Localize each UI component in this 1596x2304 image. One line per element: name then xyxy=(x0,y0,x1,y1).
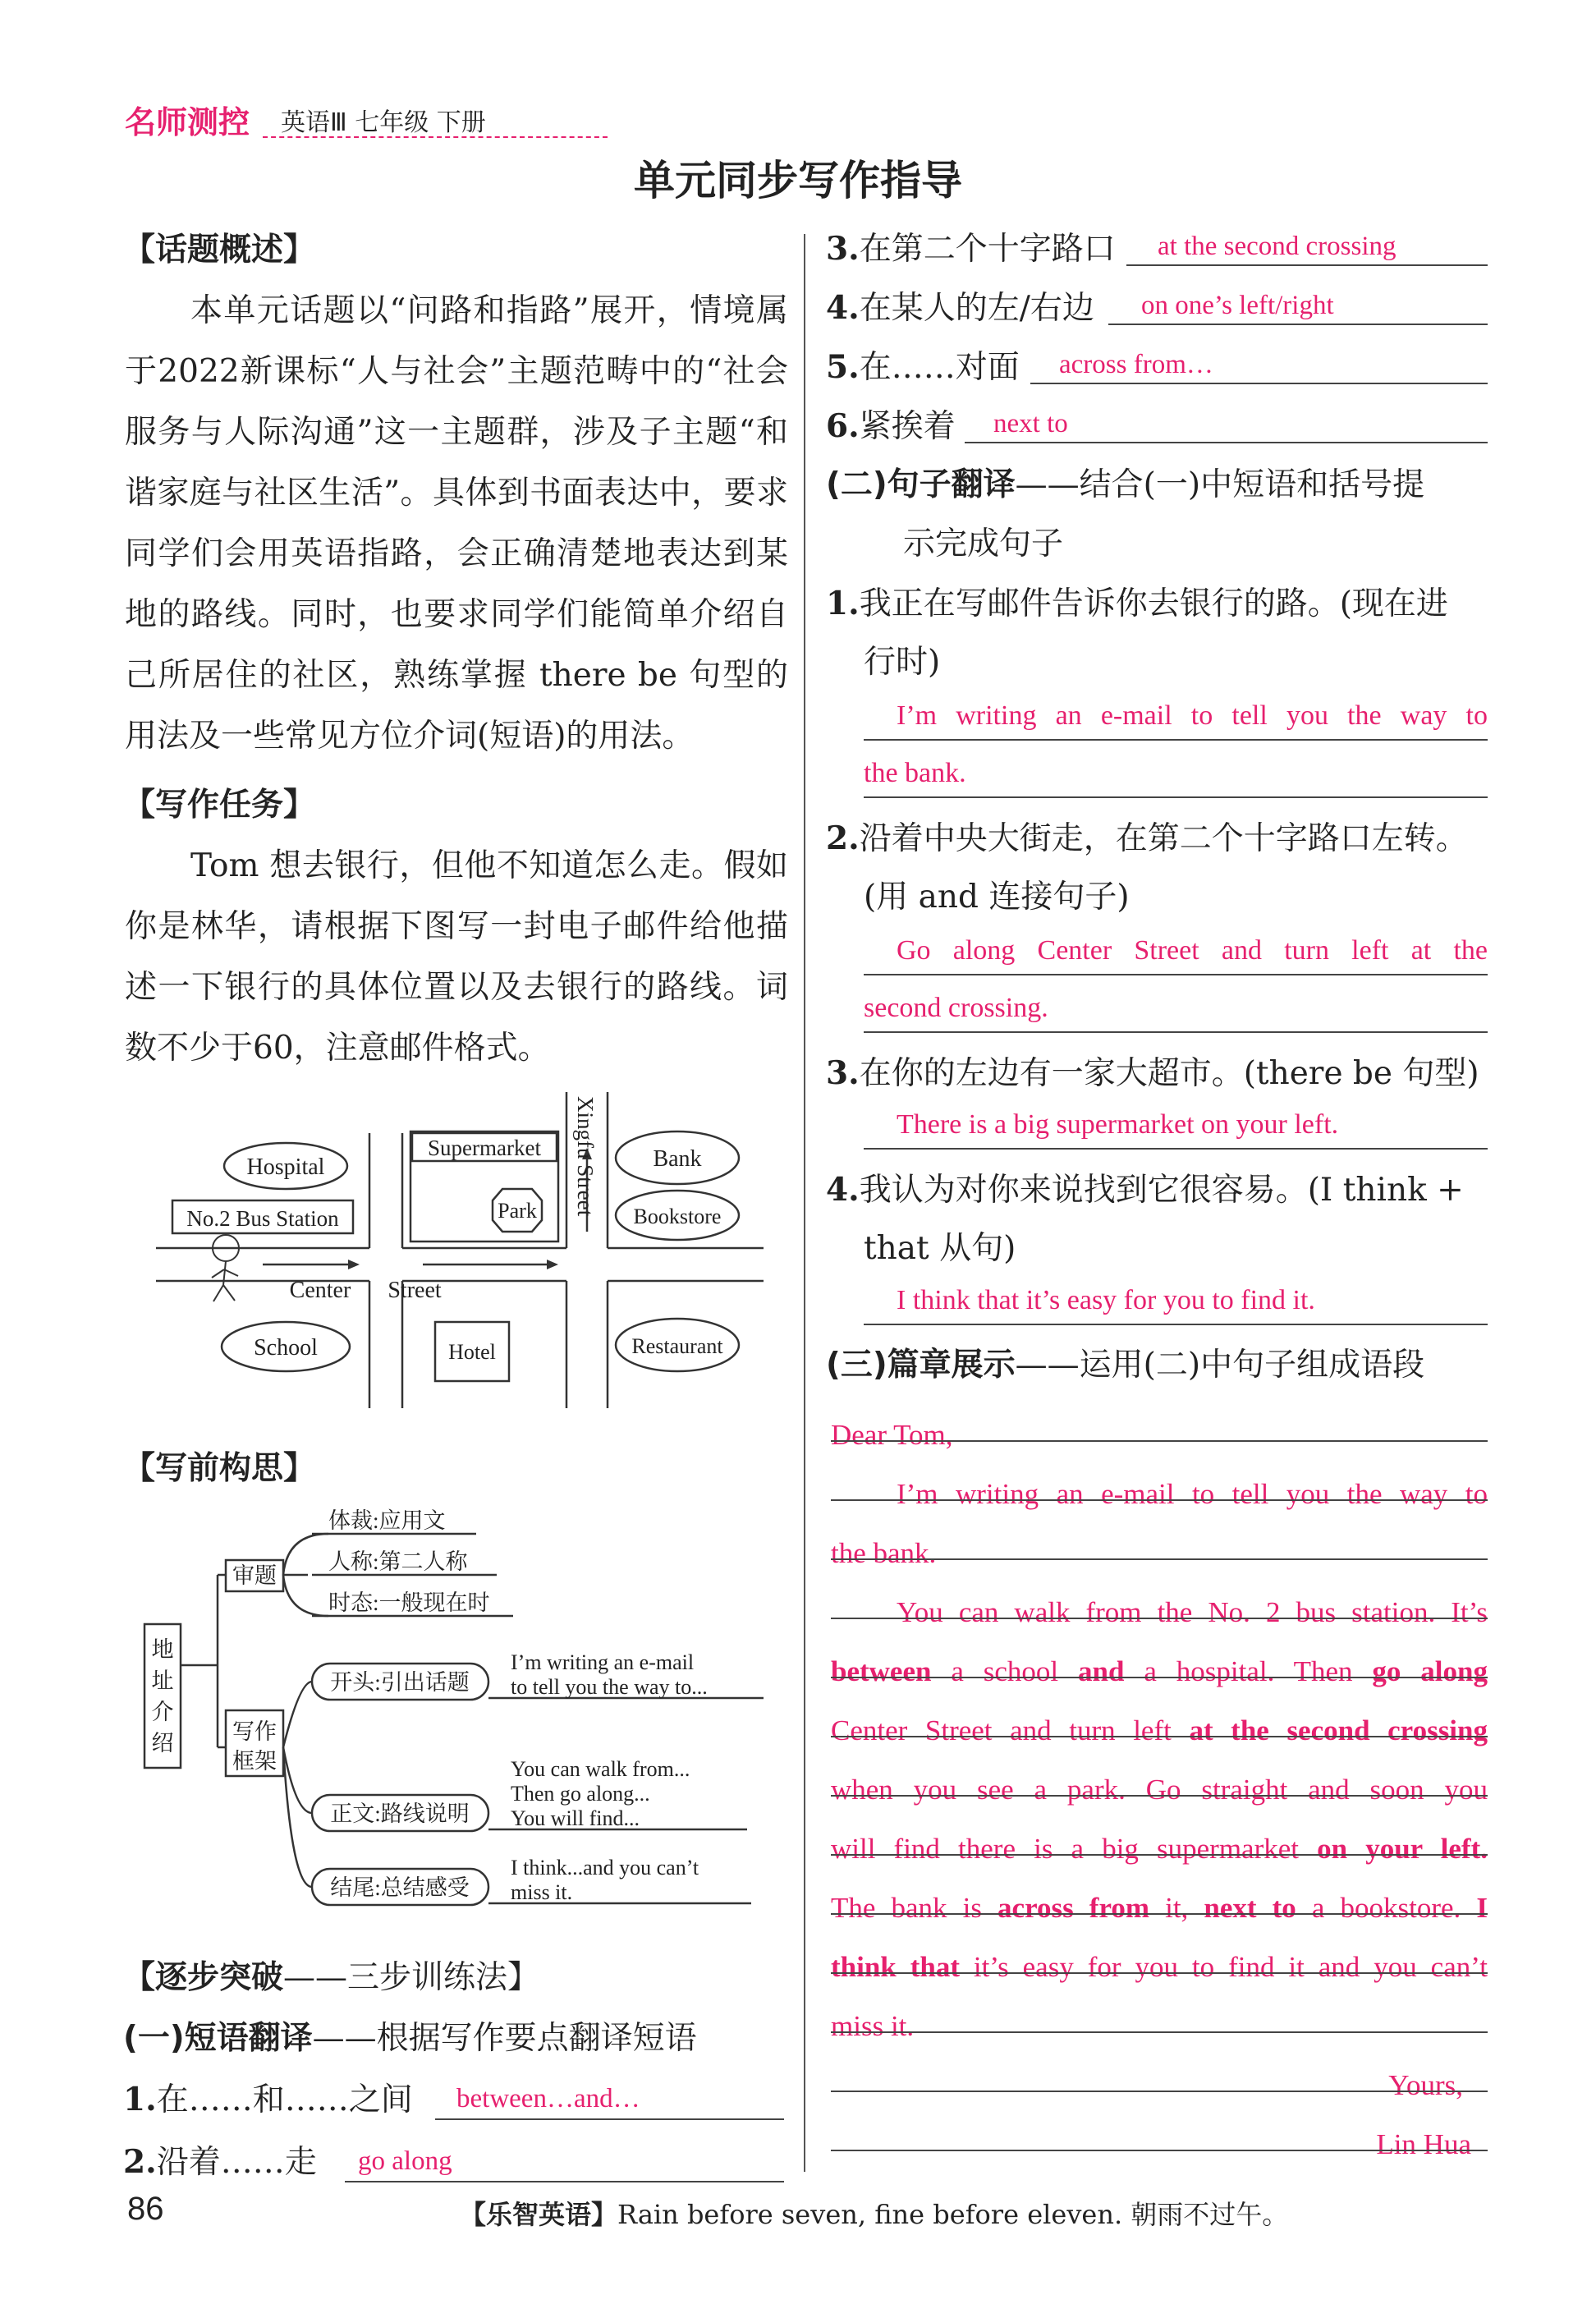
map-street-street: Street xyxy=(388,1278,442,1303)
mm-jiewei: 结尾:总结感受 xyxy=(330,1875,470,1900)
mm-root-4: 绍 xyxy=(151,1731,174,1756)
phrase-6: 6.紧挨着 xyxy=(826,407,956,445)
map-street-center: Center xyxy=(289,1278,351,1303)
footer-proverb: 【乐智英语】Rain before seven, fine before eleven. 朝雨不过午。 xyxy=(460,2199,1289,2230)
task-heading: 【写作任务】 xyxy=(123,787,316,824)
mm-shen: 审题 xyxy=(232,1563,277,1588)
phrase-5: 5.在……对面 xyxy=(826,348,1020,386)
book-subject: 英语Ⅲ 七年级 下册 xyxy=(281,108,486,137)
mm-kuangjia-2: 框架 xyxy=(232,1749,277,1774)
letter-line-6: when you see a park. Go straight and soon you xyxy=(831,1774,1488,1806)
sentence-4: 4.我认为对你来说找到它很容易。(I think + xyxy=(826,1171,1464,1209)
letter-line-8: The bank is across from it, next to a bookstore. I xyxy=(831,1892,1488,1924)
route-map xyxy=(156,1076,780,1429)
letter-greeting: Dear Tom, xyxy=(831,1419,953,1451)
map-restaurant: Restaurant xyxy=(631,1334,723,1358)
sentence-2-answer-1: Go along Center Street and turn left at the xyxy=(897,935,1488,966)
mm-jie-text1: I think...and you can’t xyxy=(511,1856,699,1879)
phrase-2: 2.沿着……走 xyxy=(123,2143,317,2181)
task-paragraph: Tom 想去银行，但他不知道怎么走。假如你是林华，请根据下图写一封电子邮件给他描述一下银行的具体位置以及去银行的路线。词数不少于60，注意邮件格式。 xyxy=(125,847,788,1067)
phrase-2-answer: go along xyxy=(358,2146,452,2176)
mind-map xyxy=(140,1501,788,1936)
passage-heading: (三)篇章展示——运用(二)中句子组成语段 xyxy=(826,1347,1425,1384)
mm-kaitou: 开头:引出话题 xyxy=(330,1670,470,1695)
page-number: 86 xyxy=(127,2191,164,2227)
sentence-4-cont: that 从句) xyxy=(864,1230,1016,1267)
map-bookstore: Bookstore xyxy=(633,1205,722,1228)
mm-zhengwen: 正文:路线说明 xyxy=(330,1801,470,1826)
sentence-1: 1.我正在写邮件告诉你去银行的路。(现在进 xyxy=(826,585,1448,622)
sentence-2-cont: (用 and 连接句子) xyxy=(864,879,1130,916)
sentence-3: 3.在你的左边有一家大超市。(there be 句型) xyxy=(826,1054,1479,1092)
letter-line-7: will find there is a big supermarket on your left. xyxy=(831,1833,1488,1865)
letter-line-4: between a school and a hospital. Then go along xyxy=(831,1655,1488,1687)
phrase-1-answer: between…and… xyxy=(456,2084,640,2114)
sentence-heading: (二)句子翻译——结合(一)中短语和括号提 xyxy=(826,466,1425,503)
sentence-1-answer-2: the bank. xyxy=(864,758,966,788)
sentence-1-cont: 行时) xyxy=(864,644,941,681)
letter-line-5: Center Street and turn left at the second crossing xyxy=(831,1714,1488,1746)
mm-jie-text2: miss it. xyxy=(511,1880,573,1904)
phrase-3: 3.在第二个十字路口 xyxy=(826,230,1116,268)
sentence-heading-cont: 示完成句子 xyxy=(903,526,1064,562)
column-divider xyxy=(804,234,805,2172)
tom-figure-icon xyxy=(212,1235,239,1301)
phrase-6-answer: next to xyxy=(993,409,1068,438)
mm-root-2: 址 xyxy=(151,1668,174,1693)
phrase-heading: (一)短语翻译——根据写作要点翻译短语 xyxy=(123,2020,697,2057)
page-title: 单元同步写作指导 xyxy=(634,157,962,204)
map-bank: Bank xyxy=(653,1146,702,1172)
map-hospital: Hospital xyxy=(246,1154,325,1180)
sentence-2-answer-2: second crossing. xyxy=(864,993,1048,1023)
header-divider xyxy=(263,136,608,138)
map-bus-station: No.2 Bus Station xyxy=(186,1206,339,1231)
brand-logo: 名师测控 xyxy=(125,104,250,140)
topic-paragraph: 本单元话题以“问路和指路”展开，情境属于2022新课标“人与社会”主题范畴中的“社会服务与人际沟通”这一主题群，涉及子主题“和谐家庭与社区生活”。具体到书面表达中，要求同学们会用英语指路，会正确清楚地表达到某地的路线。同时，也要求同学们能简单介绍自己所居住的社区，熟练掌握 there be 句型的用法及一些常见方位介词(短语)的用法。 xyxy=(125,292,788,755)
letter-line-1: I’m writing an e-mail to tell you the way to xyxy=(897,1478,1488,1510)
mm-kuangjia-1: 写作 xyxy=(232,1719,277,1744)
mm-zheng-text3: You will find... xyxy=(511,1806,640,1830)
letter-line-9: think that it’s easy for you to find it and you can’t xyxy=(831,1951,1488,1983)
letter xyxy=(831,1406,1488,2174)
map-park: Park xyxy=(498,1199,537,1223)
mm-root-1: 地 xyxy=(151,1637,174,1662)
sentence-4-answer: I think that it’s easy for you to find it. xyxy=(897,1285,1315,1315)
phrase-1: 1.在……和……之间 xyxy=(123,2081,413,2118)
sentence-1-answer-1: I’m writing an e-mail to tell you the way to xyxy=(897,700,1488,731)
phrase-4-answer: on one’s left/right xyxy=(1141,291,1334,320)
mm-zheng-text2: Then go along... xyxy=(511,1782,650,1806)
sentence-2: 2.沿着中央大街走，在第二个十字路口左转。 xyxy=(826,819,1468,857)
sentence-3-answer: There is a big supermarket on your left. xyxy=(897,1109,1339,1140)
mm-root-3: 介 xyxy=(151,1700,174,1724)
letter-line-10: miss it. xyxy=(831,2010,915,2042)
letter-signature: Lin Hua xyxy=(1376,2128,1471,2160)
phrase-5-answer: across from… xyxy=(1059,350,1213,379)
letter-closing: Yours, xyxy=(1388,2069,1463,2101)
map-hotel: Hotel xyxy=(448,1340,496,1364)
mm-renchen: 人称:第二人称 xyxy=(328,1549,468,1574)
topic-heading: 【话题概述】 xyxy=(123,232,316,268)
plan-heading: 【写前构思】 xyxy=(123,1450,316,1487)
map-school: School xyxy=(254,1335,318,1361)
map-supermarket: Supermarket xyxy=(428,1136,541,1160)
mm-shitai: 时态:一般现在时 xyxy=(328,1590,490,1615)
phrase-3-answer: at the second crossing xyxy=(1158,232,1396,261)
steps-heading: 【逐步突破——三步训练法】 xyxy=(123,1959,540,1996)
map-xingfu-street: Xingfu Street xyxy=(573,1096,598,1217)
letter-line-3: You can walk from the No. 2 bus station. It’s xyxy=(897,1596,1488,1628)
mm-zheng-text1: You can walk from... xyxy=(511,1757,690,1781)
mm-kaitou-text2: to tell you the way to... xyxy=(511,1675,708,1699)
mm-ticai: 体裁:应用文 xyxy=(328,1508,446,1533)
letter-line-2: the bank. xyxy=(831,1537,937,1569)
mm-kaitou-text1: I’m writing an e-mail xyxy=(511,1650,695,1674)
phrase-4: 4.在某人的左/右边 xyxy=(826,289,1094,327)
